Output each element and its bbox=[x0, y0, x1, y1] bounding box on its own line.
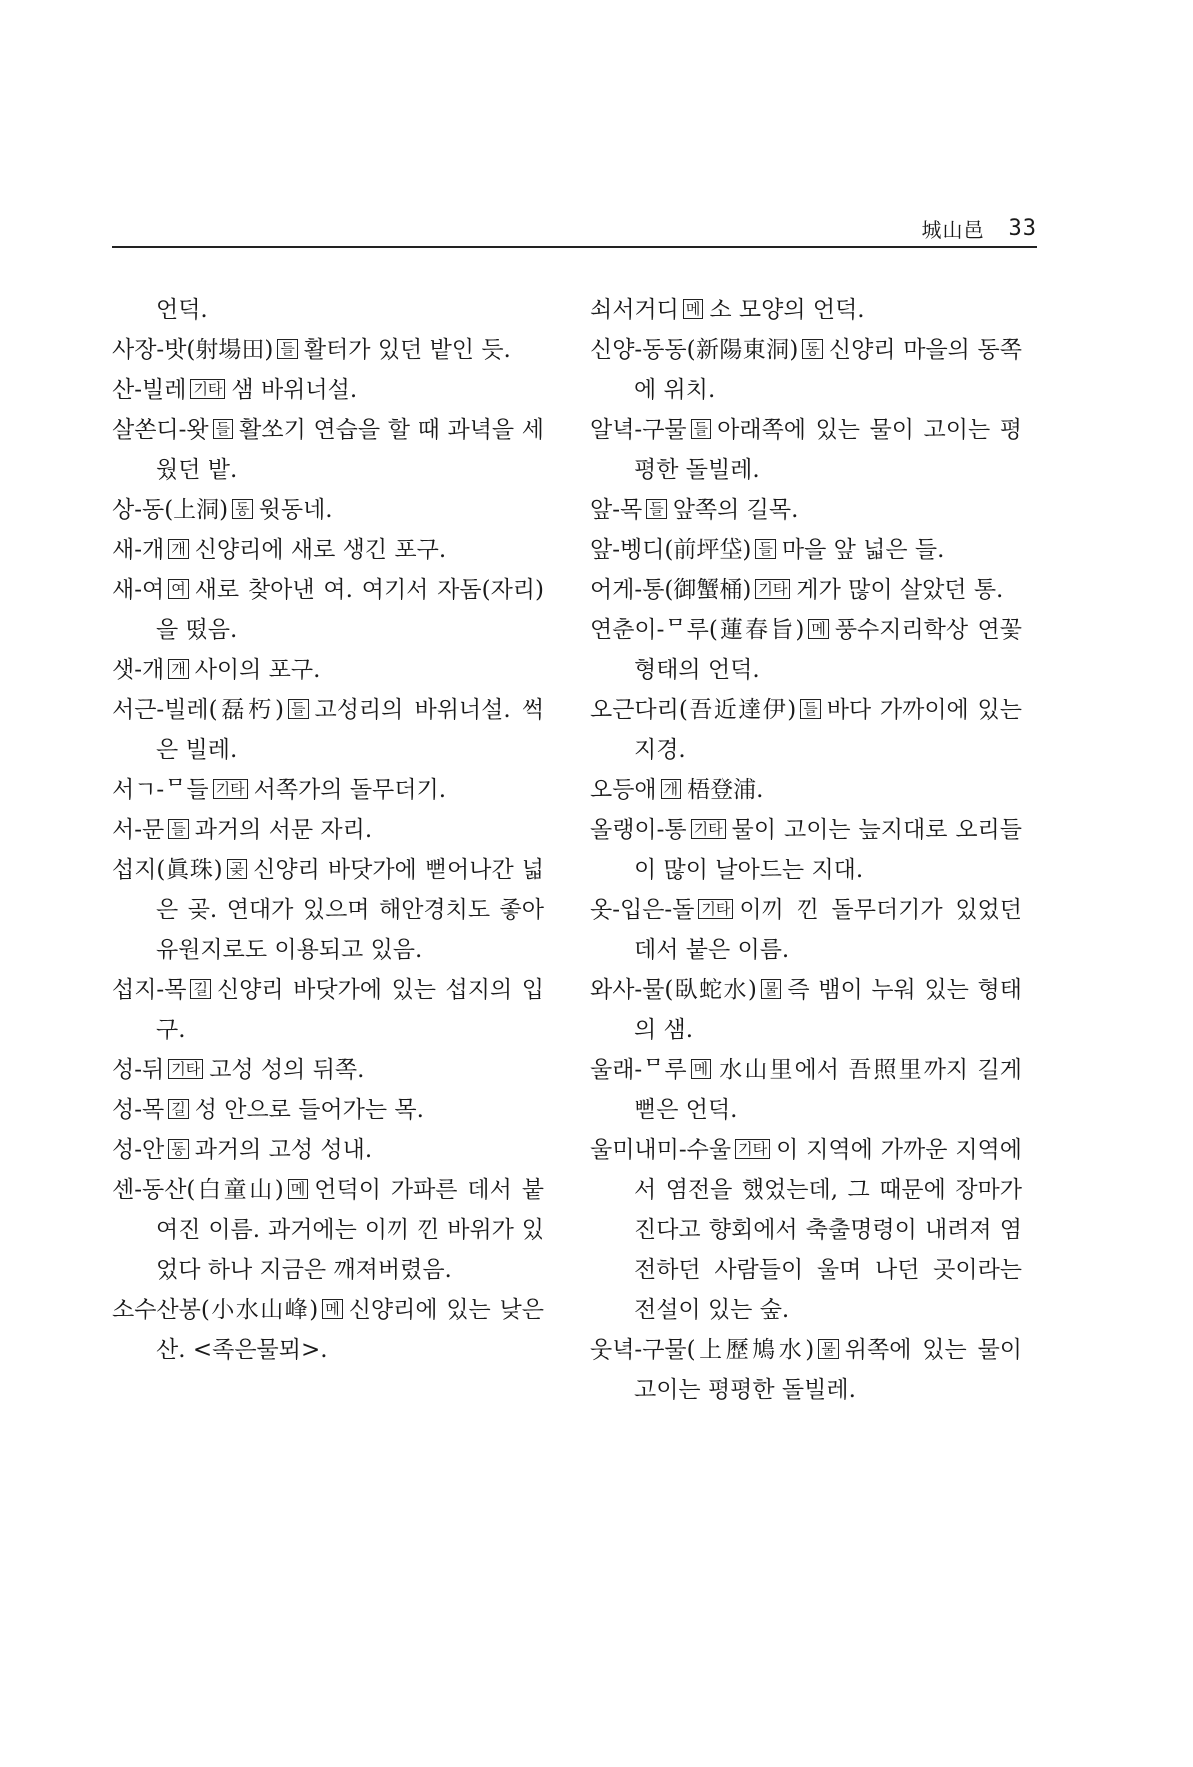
category-tag: 동 bbox=[232, 499, 253, 519]
entry-headword: 앞-벵디(前坪垈) bbox=[590, 537, 752, 563]
header-rule bbox=[112, 246, 1037, 248]
category-tag: 기타 bbox=[698, 899, 733, 919]
entry-definition: 과거의 고성 성내. bbox=[194, 1137, 373, 1163]
category-tag: 기타 bbox=[213, 779, 248, 799]
entry-headword: 산-빌레 bbox=[112, 377, 187, 403]
entry bbox=[590, 530, 1022, 570]
entry-headword: 와사-물(臥蛇水) bbox=[590, 977, 757, 1003]
entry-headword: 성-안 bbox=[112, 1137, 165, 1163]
entry-definition: 고성 성의 뒤쪽. bbox=[209, 1057, 365, 1083]
entry bbox=[112, 410, 544, 490]
entry-headword: 오등애 bbox=[590, 777, 657, 803]
category-tag: 들 bbox=[277, 339, 298, 359]
entry-headword: 소수산봉(小水山峰) bbox=[112, 1297, 319, 1323]
entry-headword: 사장-밧(射場田) bbox=[112, 337, 274, 363]
entry-headword: 상-동(上洞) bbox=[112, 497, 229, 523]
entry-headword: 신양-동동(新陽東洞) bbox=[590, 337, 799, 363]
entry bbox=[112, 1050, 544, 1090]
entry bbox=[590, 290, 1022, 330]
entry-headword: 성-목 bbox=[112, 1097, 165, 1123]
entry bbox=[112, 1090, 544, 1130]
section-title: 城山邑 bbox=[921, 217, 985, 242]
entry-definition: 水山里에서 吾照里까지 길게 뻗은 언덕. bbox=[634, 1057, 1022, 1123]
entry-definition: 신양리 바닷가에 뻗어나간 넓은 곶. 연대가 있으며 해안경치도 좋아 유원지로도 이용되고 있음. bbox=[156, 857, 544, 963]
entry-headword: 울미내미-수울 bbox=[590, 1137, 732, 1163]
entry bbox=[112, 490, 544, 530]
category-tag: 길 bbox=[168, 1099, 189, 1119]
entry bbox=[590, 1130, 1022, 1330]
entry-definition: 물이 고이는 늪지대로 오리들이 많이 날아드는 지대. bbox=[634, 817, 1022, 883]
entry-headword: 연춘이-ᄆ루(蓮春旨) bbox=[590, 617, 805, 643]
entry-definition: 윗동네. bbox=[258, 497, 333, 523]
entry-definition: 활쏘기 연습을 할 때 과녁을 세웠던 밭. bbox=[156, 417, 544, 483]
entry bbox=[112, 1130, 544, 1170]
category-tag: 들 bbox=[646, 499, 667, 519]
entry bbox=[112, 290, 544, 330]
category-tag: 개 bbox=[661, 779, 682, 799]
entry-headword: 서ㄱ-ᄆ들 bbox=[112, 777, 209, 803]
entry-headword: 성-뒤 bbox=[112, 1057, 165, 1083]
entry-definition: 즉 뱀이 누워 있는 형태의 샘. bbox=[634, 977, 1022, 1043]
page-number: 33 bbox=[1008, 215, 1037, 241]
category-tag: 메 bbox=[691, 1059, 712, 1079]
entry-headword: 센-동산(白童山) bbox=[112, 1177, 284, 1203]
entry-headword: 웃녁-구물(上歷鳩水) bbox=[590, 1337, 815, 1363]
category-tag: 기타 bbox=[691, 819, 726, 839]
category-tag: 기타 bbox=[190, 379, 225, 399]
entry-headword: 서-문 bbox=[112, 817, 165, 843]
entry-definition: 서쪽가의 돌무더기. bbox=[253, 777, 447, 803]
entry-definition: 梧登浦. bbox=[687, 777, 764, 803]
category-tag: 기타 bbox=[735, 1139, 770, 1159]
entry-definition: 앞쪽의 길목. bbox=[672, 497, 799, 523]
entry bbox=[590, 570, 1022, 610]
entry-headword: 울래-ᄆ루 bbox=[590, 1057, 687, 1083]
entry-definition: 이끼 낀 돌무더기가 있었던 데서 붙은 이름. bbox=[634, 897, 1022, 963]
entry bbox=[112, 330, 544, 370]
entry bbox=[590, 770, 1022, 810]
category-tag: 물 bbox=[818, 1339, 839, 1359]
category-tag: 메 bbox=[322, 1299, 343, 1319]
category-tag: 길 bbox=[190, 979, 211, 999]
category-tag: 개 bbox=[168, 659, 189, 679]
category-tag: 기타 bbox=[755, 579, 790, 599]
entry-definition: 신양리 마을의 동쪽에 위치. bbox=[634, 337, 1022, 403]
entry bbox=[590, 810, 1022, 890]
category-tag: 메 bbox=[683, 299, 704, 319]
entry-definition: 아래쪽에 있는 물이 고이는 평평한 돌빌레. bbox=[634, 417, 1022, 483]
category-tag: 들 bbox=[800, 699, 821, 719]
entry-headword: 쇠서거디 bbox=[590, 297, 679, 323]
category-tag: 들 bbox=[755, 539, 776, 559]
entry-headword: 섭지(眞珠) bbox=[112, 857, 223, 883]
category-tag: 곶 bbox=[227, 859, 248, 879]
entry bbox=[112, 650, 544, 690]
entry bbox=[590, 1050, 1022, 1130]
entry bbox=[112, 370, 544, 410]
category-tag: 들 bbox=[691, 419, 712, 439]
entry-definition: 소 모양의 언덕. bbox=[709, 297, 865, 323]
entry-headword: 앞-목 bbox=[590, 497, 643, 523]
entry bbox=[112, 570, 544, 650]
category-tag: 개 bbox=[168, 539, 189, 559]
entry-definition: 위쪽에 있는 물이 고이는 평평한 돌빌레. bbox=[634, 1337, 1023, 1403]
entry-headword: 올랭이-통 bbox=[590, 817, 687, 843]
entry-definition: 활터가 있던 밭인 듯. bbox=[303, 337, 511, 363]
category-tag: 들 bbox=[213, 419, 234, 439]
left-column bbox=[112, 290, 544, 1370]
entry bbox=[590, 610, 1022, 690]
entry-headword: 섭지-목 bbox=[112, 977, 187, 1003]
entry bbox=[590, 690, 1022, 770]
entry-definition: 신양리 바닷가에 있는 섭지의 입구. bbox=[156, 977, 544, 1043]
entry bbox=[590, 970, 1022, 1050]
category-tag: 메 bbox=[288, 1179, 309, 1199]
category-tag: 들 bbox=[288, 699, 309, 719]
category-tag: 여 bbox=[168, 579, 189, 599]
entry bbox=[590, 330, 1022, 410]
entry bbox=[590, 410, 1022, 490]
entry bbox=[590, 890, 1022, 970]
entry bbox=[112, 1290, 544, 1370]
entry bbox=[112, 690, 544, 770]
entry bbox=[112, 770, 544, 810]
entry bbox=[112, 970, 544, 1050]
entry-definition: 신양리에 있는 낮은 산. <족은물뫼>. bbox=[156, 1297, 544, 1363]
entry-headword: 어게-통(御蟹桶) bbox=[590, 577, 752, 603]
entry-definition: 이 지역에 가까운 지역에서 염전을 했었는데, 그 때문에 장마가 진다고 향회에서 축출명령이 내려져 염전하던 사람들이 울며 나던 곳이라는 전설이 있는 숲. bbox=[634, 1137, 1022, 1323]
entry-definition: 바다 가까이에 있는 지경. bbox=[634, 697, 1022, 763]
entry-headword: 서근-빌레(磊朽) bbox=[112, 697, 284, 723]
entry-definition: 성 안으로 들어가는 목. bbox=[194, 1097, 424, 1123]
entry-headword: 샛-개 bbox=[112, 657, 165, 683]
entry-definition: 풍수지리학상 연꽃 형태의 언덕. bbox=[634, 617, 1022, 683]
running-header bbox=[112, 210, 1037, 246]
entry-headword: 알녁-구물 bbox=[590, 417, 687, 443]
entry bbox=[112, 1170, 544, 1290]
entry bbox=[590, 1330, 1022, 1410]
entry-headword: 옷-입은-돌 bbox=[590, 897, 695, 923]
entry bbox=[112, 810, 544, 850]
entry-definition: 샘 바위너설. bbox=[231, 377, 358, 403]
entry-definition: 언덕. bbox=[156, 297, 208, 323]
entry-definition: 고성리의 바위너설. 썩은 빌레. bbox=[156, 697, 544, 763]
entry-definition: 사이의 포구. bbox=[194, 657, 321, 683]
entry-headword: 새-여 bbox=[112, 577, 165, 603]
entry-definition: 새로 찾아낸 여. 여기서 자돔(자리)을 떴음. bbox=[156, 577, 544, 643]
entry-definition: 과거의 서문 자리. bbox=[194, 817, 373, 843]
entry bbox=[112, 850, 544, 970]
entry-definition: 게가 많이 살았던 통. bbox=[796, 577, 1004, 603]
entry-headword: 새-개 bbox=[112, 537, 165, 563]
category-tag: 동 bbox=[802, 339, 823, 359]
entry-definition: 신양리에 새로 생긴 포구. bbox=[194, 537, 447, 563]
right-column bbox=[590, 290, 1022, 1410]
entry-headword: 오근다리(吾近達伊) bbox=[590, 697, 797, 723]
entry bbox=[590, 490, 1022, 530]
entry-headword: 살쏜디-왓 bbox=[112, 417, 209, 443]
entry-definition: 마을 앞 넓은 들. bbox=[781, 537, 945, 563]
entry-definition: 언덕이 가파른 데서 붙여진 이름. 과거에는 이끼 낀 바위가 있었다 하나 지금은 깨져버렸음. bbox=[156, 1177, 545, 1283]
category-tag: 기타 bbox=[168, 1059, 203, 1079]
category-tag: 동 bbox=[168, 1139, 189, 1159]
category-tag: 들 bbox=[168, 819, 189, 839]
category-tag: 메 bbox=[808, 619, 829, 639]
entry bbox=[112, 530, 544, 570]
category-tag: 물 bbox=[761, 979, 782, 999]
